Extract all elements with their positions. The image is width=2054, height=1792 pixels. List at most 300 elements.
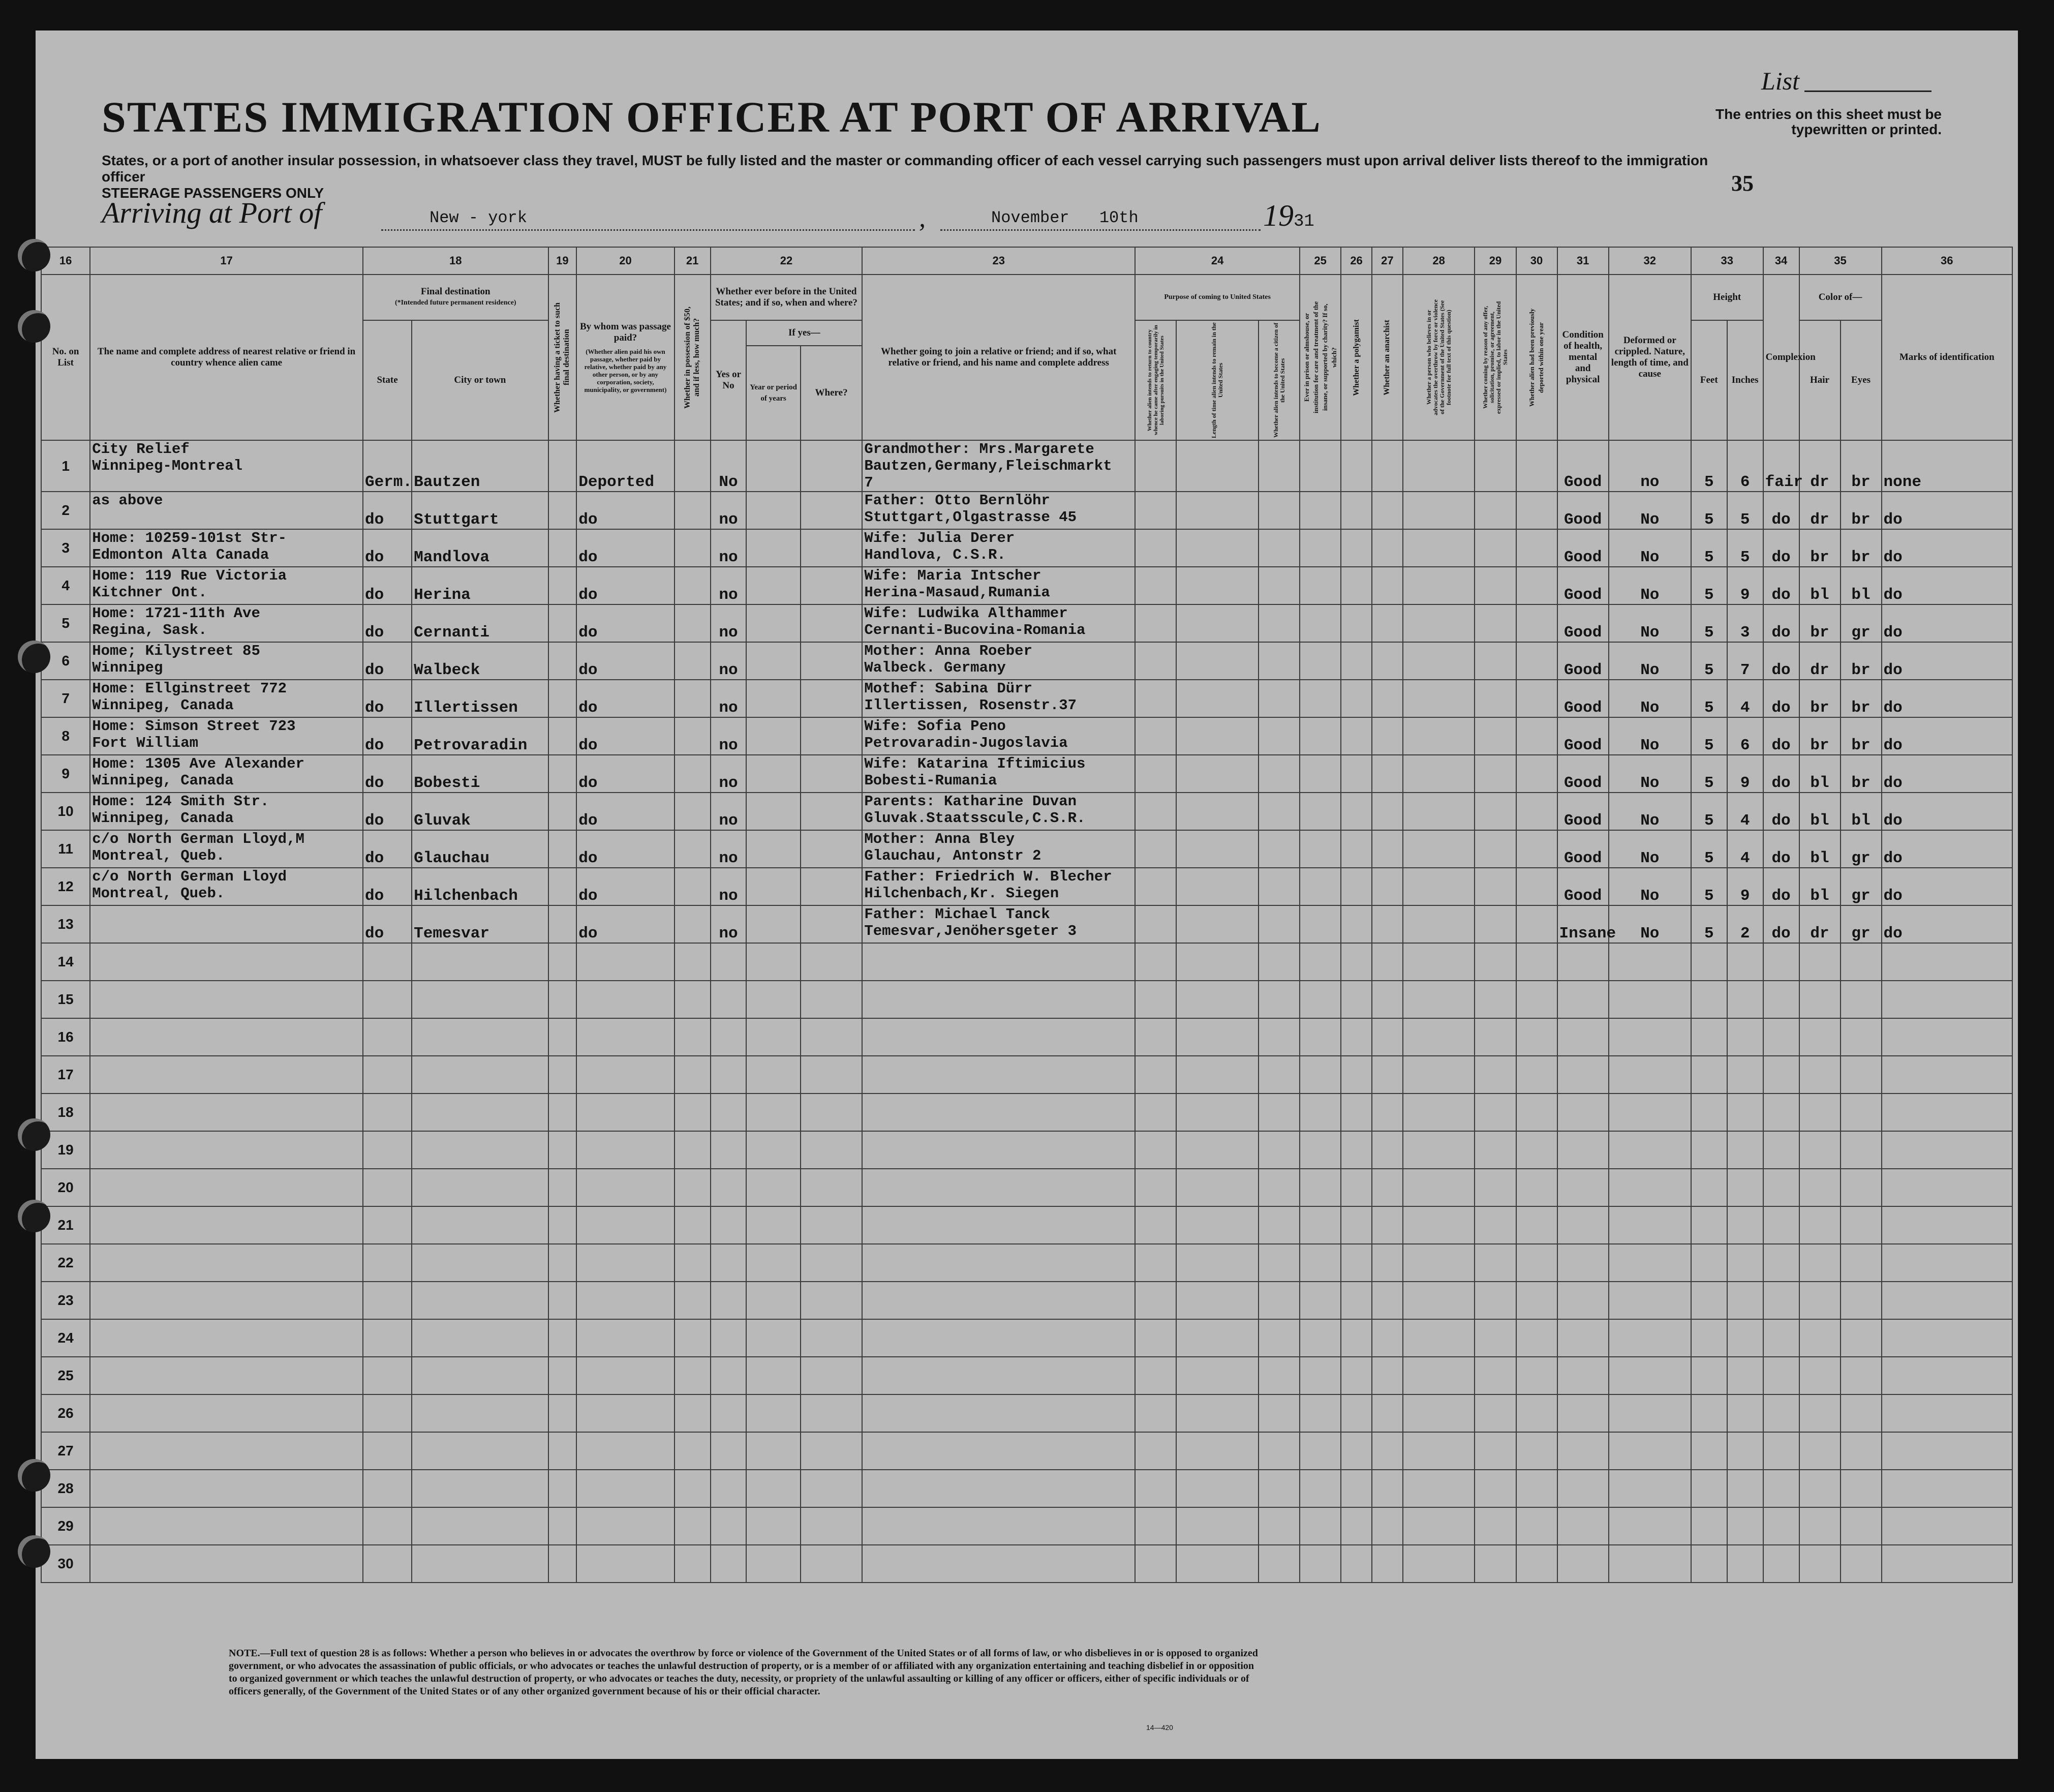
- promise-cell: [1475, 1018, 1516, 1056]
- health-cell: Good: [1557, 440, 1609, 492]
- deformed-cell: [1609, 1244, 1691, 1282]
- deported-cell: [1516, 943, 1557, 981]
- passage-paid-cell: do: [576, 604, 674, 642]
- anarchist-cell: [1372, 717, 1403, 755]
- joining-cell: [862, 1206, 1135, 1244]
- purpose-3-cell: [1259, 1244, 1300, 1282]
- feet-cell: [1691, 1244, 1727, 1282]
- purpose-1-cell: [1135, 981, 1176, 1018]
- city-cell: [412, 1131, 548, 1169]
- nearest-relative-cell: [90, 1357, 363, 1394]
- purpose-2-cell: [1176, 1056, 1259, 1094]
- passage-paid-cell: do: [576, 680, 674, 717]
- promise-cell: [1475, 1432, 1516, 1470]
- header-overthrow-text: Whether a person who believes in or advocates the overthrow by force or violence of the Government of the United States (See footnote for full text of this question): [1425, 299, 1452, 415]
- promise-cell: [1475, 981, 1516, 1018]
- row-number: 19: [41, 1131, 90, 1169]
- purpose-3-cell: [1259, 1394, 1300, 1432]
- purpose-3-cell: [1259, 604, 1300, 642]
- deformed-cell: No: [1609, 642, 1691, 680]
- passage-paid-cell: [576, 1206, 674, 1244]
- health-cell: [1557, 1206, 1609, 1244]
- where-cell: [801, 1545, 863, 1583]
- table-row: [41, 1394, 2012, 1432]
- deported-cell: [1516, 1131, 1557, 1169]
- nearest-relative-cell: c/o North German Lloyd Montreal, Queb.: [90, 868, 363, 905]
- deformed-cell: no: [1609, 440, 1691, 492]
- deformed-cell: No: [1609, 567, 1691, 604]
- hair-cell: [1799, 1319, 1841, 1357]
- anarchist-cell: [1372, 981, 1403, 1018]
- column-number-row: [41, 247, 2012, 275]
- hair-cell: [1799, 1131, 1841, 1169]
- complexion-cell: [1763, 943, 1799, 981]
- entries-note: The entries on this sheet must be typewritten or printed.: [1715, 106, 1942, 137]
- row-number: 9: [41, 755, 90, 793]
- health-cell: [1557, 1507, 1609, 1545]
- eyes-cell: br: [1841, 529, 1882, 567]
- joining-cell: [862, 1169, 1135, 1206]
- possession-cell: [675, 680, 711, 717]
- deformed-cell: [1609, 1206, 1691, 1244]
- header-if-yes: If yes—: [746, 320, 862, 346]
- inches-cell: [1727, 1470, 1763, 1507]
- nearest-relative-cell: [90, 1282, 363, 1319]
- health-cell: [1557, 943, 1609, 981]
- eyes-cell: [1841, 1131, 1882, 1169]
- state-cell: do: [363, 529, 412, 567]
- prison-cell: [1300, 1244, 1341, 1282]
- header-where: Where?: [801, 346, 863, 440]
- hair-cell: br: [1799, 680, 1841, 717]
- ticket-cell: [548, 717, 577, 755]
- eyes-cell: [1841, 1470, 1882, 1507]
- joining-cell: [862, 981, 1135, 1018]
- promise-cell: [1475, 1094, 1516, 1131]
- purpose-2-cell: [1176, 1432, 1259, 1470]
- hair-cell: [1799, 1094, 1841, 1131]
- purpose-2-cell: [1176, 604, 1259, 642]
- overthrow-cell: [1403, 492, 1475, 529]
- column-number: 20: [576, 247, 674, 275]
- feet-cell: 5: [1691, 793, 1727, 830]
- nearest-relative-cell: Home: Simson Street 723 Fort William: [90, 717, 363, 755]
- year-period-cell: [746, 440, 800, 492]
- marks-cell: do: [1882, 755, 2012, 793]
- overthrow-cell: [1403, 567, 1475, 604]
- hair-cell: [1799, 1507, 1841, 1545]
- header-inches: Inches: [1727, 320, 1763, 440]
- marks-cell: do: [1882, 529, 2012, 567]
- row-number: 12: [41, 868, 90, 905]
- overthrow-cell: [1403, 1018, 1475, 1056]
- where-cell: [801, 529, 863, 567]
- header-color-of: Color of—: [1799, 275, 1882, 320]
- eyes-cell: gr: [1841, 868, 1882, 905]
- page-number: 35: [1731, 171, 1754, 196]
- passage-paid-cell: [576, 1507, 674, 1545]
- header-promise-text: Whether coming by reason of any offer, solicitation, promise, or agreement, expressed or implied, to labor in the United States: [1481, 301, 1509, 414]
- year-period-cell: [746, 1432, 800, 1470]
- header-prison-text: Ever in prison or almshouse, or institution for care and treatment of the insane, or supported by charity? If so, which?: [1303, 301, 1338, 414]
- purpose-3-cell: [1259, 830, 1300, 868]
- deported-cell: [1516, 1206, 1557, 1244]
- ever-before-cell: [711, 1244, 747, 1282]
- polygamist-cell: [1341, 943, 1372, 981]
- footnote: NOTE.—Full text of question 28 is as follows: Whether a person who believes in or advocates the overthrow by force or violence of the Government of the United States or of all forms of law, or who disbelieves in or is opposed to organized government, or who advocates the assassination of public officials, or who advocates or teaches the unlawful destruction of property, or is a member of or affiliated with any organization entertaining and teaching disbelief in or opposition to organized government or which teaches the unlawful destruction of property, or who advocates or teaches the duty, necessity, or propriety of the unlawful assaulting or killing of any officer or officers, either of specific individuals or of officers generally, of the Government of the United States or of any other organized government because of his or their official character.: [229, 1648, 1258, 1697]
- joining-cell: [862, 1056, 1135, 1094]
- purpose-1-cell: [1135, 1470, 1176, 1507]
- marks-cell: do: [1882, 868, 2012, 905]
- prison-cell: [1300, 1282, 1341, 1319]
- complexion-cell: [1763, 1470, 1799, 1507]
- marks-cell: [1882, 1169, 2012, 1206]
- header-deported: [1516, 275, 1557, 440]
- eyes-cell: [1841, 1545, 1882, 1583]
- health-cell: [1557, 1282, 1609, 1319]
- nearest-relative-cell: c/o North German Lloyd,M Montreal, Queb.: [90, 830, 363, 868]
- prison-cell: [1300, 1507, 1341, 1545]
- purpose-3-cell: [1259, 1357, 1300, 1394]
- hair-cell: [1799, 1545, 1841, 1583]
- ticket-cell: [548, 440, 577, 492]
- prison-cell: [1300, 529, 1341, 567]
- eyes-cell: [1841, 1244, 1882, 1282]
- passage-paid-note: (Whether alien paid his own passage, whether paid by relative, whether paid by any other person, or by any corporation, society, municipality, or government): [584, 348, 667, 393]
- overthrow-cell: [1403, 1319, 1475, 1357]
- feet-cell: [1691, 1131, 1727, 1169]
- feet-cell: [1691, 1206, 1727, 1244]
- complexion-cell: [1763, 1018, 1799, 1056]
- hair-cell: [1799, 1018, 1841, 1056]
- feet-cell: 5: [1691, 905, 1727, 943]
- purpose-3-cell: [1259, 1094, 1300, 1131]
- marks-cell: [1882, 1470, 2012, 1507]
- hair-cell: dr: [1799, 492, 1841, 529]
- column-number: 22: [711, 247, 863, 275]
- joining-cell: [862, 1432, 1135, 1470]
- ever-before-cell: No: [711, 440, 747, 492]
- overthrow-cell: [1403, 981, 1475, 1018]
- promise-cell: [1475, 943, 1516, 981]
- city-cell: [412, 1244, 548, 1282]
- inches-cell: [1727, 1169, 1763, 1206]
- promise-cell: [1475, 868, 1516, 905]
- anarchist-cell: [1372, 793, 1403, 830]
- table-row: [41, 981, 2012, 1018]
- polygamist-cell: [1341, 868, 1372, 905]
- joining-cell: Wife: Sofia Peno Petrovaradin-Jugoslavia: [862, 717, 1135, 755]
- polygamist-cell: [1341, 1470, 1372, 1507]
- purpose-1-cell: [1135, 830, 1176, 868]
- state-cell: do: [363, 793, 412, 830]
- eyes-cell: [1841, 1357, 1882, 1394]
- joining-cell: [862, 943, 1135, 981]
- purpose-2-cell: [1176, 905, 1259, 943]
- inches-cell: [1727, 981, 1763, 1018]
- deported-cell: [1516, 1470, 1557, 1507]
- where-cell: [801, 492, 863, 529]
- purpose-1-cell: [1135, 492, 1176, 529]
- ticket-cell: [548, 567, 577, 604]
- purpose-1-cell: [1135, 755, 1176, 793]
- passage-paid-cell: do: [576, 717, 674, 755]
- column-number: 35: [1799, 247, 1882, 275]
- polygamist-cell: [1341, 1056, 1372, 1094]
- year-period-cell: [746, 642, 800, 680]
- feet-cell: [1691, 1545, 1727, 1583]
- arriving-label: Arriving at Port of: [102, 196, 322, 229]
- overthrow-cell: [1403, 793, 1475, 830]
- table-row: [41, 1507, 2012, 1545]
- deformed-cell: [1609, 1056, 1691, 1094]
- city-cell: Temesvar: [412, 905, 548, 943]
- ever-before-cell: no: [711, 793, 747, 830]
- polygamist-cell: [1341, 1244, 1372, 1282]
- ticket-cell: [548, 905, 577, 943]
- year-period-cell: [746, 793, 800, 830]
- overthrow-cell: [1403, 642, 1475, 680]
- purpose-3-cell: [1259, 755, 1300, 793]
- purpose-3-cell: [1259, 1018, 1300, 1056]
- eyes-cell: [1841, 1507, 1882, 1545]
- column-number: 23: [862, 247, 1135, 275]
- state-cell: [363, 1131, 412, 1169]
- column-number: 33: [1691, 247, 1763, 275]
- inches-cell: [1727, 1018, 1763, 1056]
- joining-cell: [862, 1394, 1135, 1432]
- table-row: [41, 440, 2012, 492]
- inches-cell: [1727, 1357, 1763, 1394]
- city-cell: [412, 1545, 548, 1583]
- header-row-1: [41, 275, 2012, 320]
- polygamist-cell: [1341, 1507, 1372, 1545]
- nearest-relative-cell: Home: 119 Rue Victoria Kitchner Ont.: [90, 567, 363, 604]
- eyes-cell: br: [1841, 492, 1882, 529]
- complexion-cell: do: [1763, 567, 1799, 604]
- year-period-cell: [746, 905, 800, 943]
- year-period-cell: [746, 1169, 800, 1206]
- marks-cell: do: [1882, 680, 2012, 717]
- hair-cell: dr: [1799, 642, 1841, 680]
- punch-hole: [18, 1535, 50, 1568]
- table-row: [41, 905, 2012, 943]
- polygamist-cell: [1341, 642, 1372, 680]
- year-period-cell: [746, 1206, 800, 1244]
- anarchist-cell: [1372, 680, 1403, 717]
- promise-cell: [1475, 642, 1516, 680]
- ticket-cell: [548, 1206, 577, 1244]
- date-field: November 10th: [940, 208, 1261, 231]
- year-period-cell: [746, 567, 800, 604]
- complexion-cell: [1763, 1319, 1799, 1357]
- deported-cell: [1516, 567, 1557, 604]
- joining-cell: [862, 1357, 1135, 1394]
- promise-cell: [1475, 793, 1516, 830]
- deported-cell: [1516, 981, 1557, 1018]
- year-period-cell: [746, 943, 800, 981]
- ever-before-cell: [711, 1432, 747, 1470]
- marks-cell: [1882, 1282, 2012, 1319]
- purpose-1-cell: [1135, 604, 1176, 642]
- joining-cell: Parents: Katharine Duvan Gluvak.Staatsscule,C.S.R.: [862, 793, 1135, 830]
- where-cell: [801, 642, 863, 680]
- purpose-2-cell: [1176, 1282, 1259, 1319]
- where-cell: [801, 567, 863, 604]
- nearest-relative-cell: Home: 1721-11th Ave Regina, Sask.: [90, 604, 363, 642]
- where-cell: [801, 793, 863, 830]
- row-number: 27: [41, 1432, 90, 1470]
- overthrow-cell: [1403, 1131, 1475, 1169]
- header-passage-paid: [576, 275, 674, 440]
- purpose-1-cell: [1135, 1507, 1176, 1545]
- table-row: [41, 830, 2012, 868]
- deformed-cell: [1609, 1169, 1691, 1206]
- overthrow-cell: [1403, 1282, 1475, 1319]
- header-promise: [1475, 275, 1516, 440]
- passage-paid-cell: [576, 1018, 674, 1056]
- port-field: New - york: [381, 208, 915, 231]
- promise-cell: [1475, 1470, 1516, 1507]
- ticket-cell: [548, 1282, 577, 1319]
- state-cell: [363, 1206, 412, 1244]
- marks-cell: [1882, 1094, 2012, 1131]
- deported-cell: [1516, 680, 1557, 717]
- city-cell: [412, 1056, 548, 1094]
- where-cell: [801, 905, 863, 943]
- inches-cell: [1727, 1507, 1763, 1545]
- deformed-cell: No: [1609, 604, 1691, 642]
- ticket-cell: [548, 492, 577, 529]
- nearest-relative-cell: [90, 1470, 363, 1507]
- eyes-cell: gr: [1841, 604, 1882, 642]
- marks-cell: do: [1882, 793, 2012, 830]
- possession-cell: [675, 943, 711, 981]
- where-cell: [801, 830, 863, 868]
- header-no-on-list: No. on List: [41, 275, 90, 440]
- table-row: [41, 1357, 2012, 1394]
- nearest-relative-cell: [90, 1507, 363, 1545]
- state-cell: [363, 981, 412, 1018]
- overthrow-cell: [1403, 604, 1475, 642]
- hair-cell: br: [1799, 717, 1841, 755]
- city-cell: [412, 1470, 548, 1507]
- polygamist-cell: [1341, 680, 1372, 717]
- purpose-1-cell: [1135, 1094, 1176, 1131]
- complexion-cell: [1763, 981, 1799, 1018]
- year-period-cell: [746, 981, 800, 1018]
- state-cell: [363, 1169, 412, 1206]
- city-cell: Petrovaradin: [412, 717, 548, 755]
- health-cell: [1557, 1319, 1609, 1357]
- polygamist-cell: [1341, 755, 1372, 793]
- column-number: 24: [1135, 247, 1300, 275]
- purpose-2-cell: [1176, 981, 1259, 1018]
- prison-cell: [1300, 1018, 1341, 1056]
- hair-cell: [1799, 1394, 1841, 1432]
- purpose-3-cell: [1259, 1470, 1300, 1507]
- header-purpose-3: [1259, 320, 1300, 440]
- joining-cell: Mother: Anna Bley Glauchau, Antonstr 2: [862, 830, 1135, 868]
- anarchist-cell: [1372, 830, 1403, 868]
- purpose-1-cell: [1135, 1169, 1176, 1206]
- where-cell: [801, 1394, 863, 1432]
- prison-cell: [1300, 1394, 1341, 1432]
- feet-cell: [1691, 1357, 1727, 1394]
- header-anarchist: [1372, 275, 1403, 440]
- ever-before-cell: no: [711, 529, 747, 567]
- purpose-1-cell: [1135, 440, 1176, 492]
- possession-cell: [675, 604, 711, 642]
- promise-cell: [1475, 1507, 1516, 1545]
- complexion-cell: do: [1763, 604, 1799, 642]
- header-polygamist-text: Whether a polygamist: [1352, 319, 1361, 396]
- deformed-cell: [1609, 1507, 1691, 1545]
- ticket-cell: [548, 680, 577, 717]
- purpose-2-cell: [1176, 680, 1259, 717]
- overthrow-cell: [1403, 1094, 1475, 1131]
- state-cell: [363, 943, 412, 981]
- anarchist-cell: [1372, 529, 1403, 567]
- promise-cell: [1475, 1056, 1516, 1094]
- eyes-cell: [1841, 1432, 1882, 1470]
- city-cell: Glauchau: [412, 830, 548, 868]
- deformed-cell: [1609, 1545, 1691, 1583]
- anarchist-cell: [1372, 1206, 1403, 1244]
- purpose-1-cell: [1135, 1018, 1176, 1056]
- ever-before-cell: [711, 981, 747, 1018]
- city-cell: Bobesti: [412, 755, 548, 793]
- purpose-2-cell: [1176, 1507, 1259, 1545]
- purpose-2-cell: [1176, 567, 1259, 604]
- prison-cell: [1300, 1094, 1341, 1131]
- ticket-cell: [548, 1357, 577, 1394]
- overthrow-cell: [1403, 943, 1475, 981]
- table-row: [41, 755, 2012, 793]
- passage-paid-cell: Deported: [576, 440, 674, 492]
- city-cell: [412, 1357, 548, 1394]
- ever-before-cell: [711, 1357, 747, 1394]
- ever-before-cell: [711, 1545, 747, 1583]
- where-cell: [801, 981, 863, 1018]
- possession-cell: [675, 1244, 711, 1282]
- eyes-cell: gr: [1841, 905, 1882, 943]
- complexion-cell: [1763, 1131, 1799, 1169]
- promise-cell: [1475, 492, 1516, 529]
- year-period-cell: [746, 755, 800, 793]
- inches-cell: 5: [1727, 492, 1763, 529]
- anarchist-cell: [1372, 1018, 1403, 1056]
- row-number: 17: [41, 1056, 90, 1094]
- ticket-cell: [548, 1018, 577, 1056]
- year-period-cell: [746, 1470, 800, 1507]
- where-cell: [801, 1018, 863, 1056]
- purpose-2-cell: [1176, 1244, 1259, 1282]
- year-suffix: 31: [1294, 212, 1314, 231]
- complexion-cell: fair: [1763, 440, 1799, 492]
- marks-cell: [1882, 1432, 2012, 1470]
- purpose-3-cell: [1259, 1056, 1300, 1094]
- joining-cell: Wife: Ludwika Althammer Cernanti-Bucovina-Romania: [862, 604, 1135, 642]
- purpose-3-cell: [1259, 981, 1300, 1018]
- table-row: [41, 1319, 2012, 1357]
- ever-before-cell: [711, 1018, 747, 1056]
- where-cell: [801, 1357, 863, 1394]
- feet-cell: 5: [1691, 755, 1727, 793]
- feet-cell: [1691, 1018, 1727, 1056]
- prison-cell: [1300, 440, 1341, 492]
- anarchist-cell: [1372, 1432, 1403, 1470]
